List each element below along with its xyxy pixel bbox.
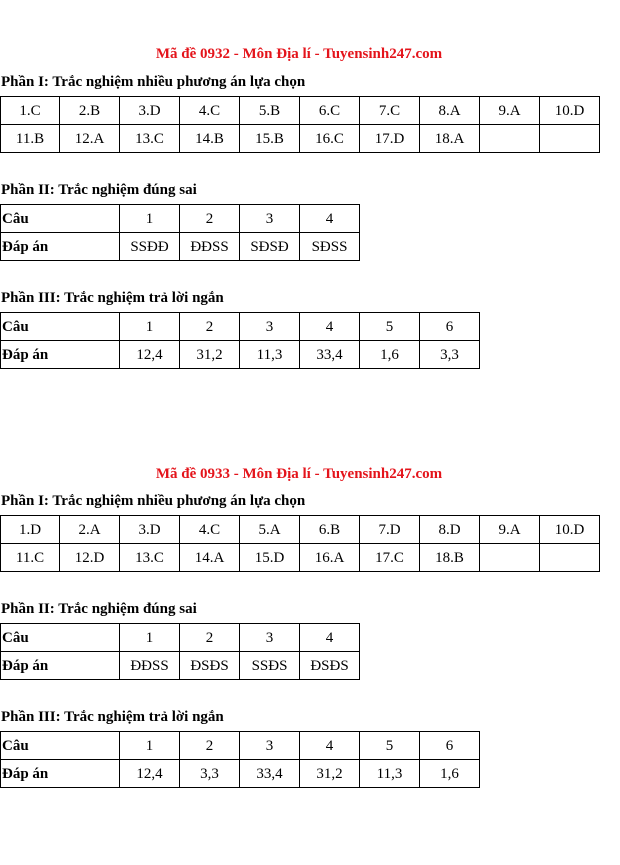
question-cell: 1	[120, 313, 180, 341]
question-cell: 6	[420, 732, 480, 760]
question-cell: 3	[240, 624, 300, 652]
answer-cell: ĐSĐS	[180, 652, 240, 680]
part3-answer-table	[0, 731, 480, 788]
question-cell: 3	[240, 205, 300, 233]
table-row	[1, 516, 600, 544]
answer-cell: 2.A	[60, 516, 120, 544]
answer-cell: 15.D	[240, 544, 300, 572]
question-cell: 2	[180, 205, 240, 233]
answer-cell: 18.A	[420, 125, 480, 153]
answer-cell: 17.C	[360, 544, 420, 572]
question-cell: 6	[420, 313, 480, 341]
exam-title: Mã đề 0933 - Môn Địa lí - Tuyensinh247.com	[155, 466, 443, 482]
answer-cell: 4.C	[180, 516, 240, 544]
answer-cell: 11,3	[240, 341, 300, 369]
answer-cell: ĐĐSS	[120, 652, 180, 680]
answer-cell	[480, 544, 540, 572]
question-cell: 4	[300, 732, 360, 760]
answer-cell: SSĐĐ	[120, 233, 180, 261]
table-row	[1, 233, 360, 261]
part1-answer-table	[0, 515, 600, 572]
answer-cell: 9.A	[480, 516, 540, 544]
table-row	[1, 760, 480, 788]
table-row	[1, 732, 480, 760]
answer-cell: 18.B	[420, 544, 480, 572]
row-label-question: Câu	[1, 624, 120, 652]
answer-cell: SSĐS	[240, 652, 300, 680]
table-row	[1, 544, 600, 572]
row-label-question: Câu	[1, 313, 120, 341]
table-row	[1, 313, 480, 341]
question-cell: 5	[360, 732, 420, 760]
answer-cell: 17.D	[360, 125, 420, 153]
answer-cell: 16.A	[300, 544, 360, 572]
table-row	[1, 652, 360, 680]
answer-cell	[540, 125, 600, 153]
question-cell: 1	[120, 205, 180, 233]
answer-cell: 1,6	[420, 760, 480, 788]
answer-cell: ĐSĐS	[300, 652, 360, 680]
answer-cell: 12,4	[120, 341, 180, 369]
question-cell: 3	[240, 313, 300, 341]
table-row	[1, 624, 360, 652]
answer-cell: 11.B	[1, 125, 60, 153]
row-label-question: Câu	[1, 205, 120, 233]
answer-cell: 10.D	[540, 97, 600, 125]
table-row	[1, 341, 480, 369]
table-row	[1, 205, 360, 233]
question-cell: 2	[180, 624, 240, 652]
answer-cell: 14.B	[180, 125, 240, 153]
answer-cell: ĐĐSS	[180, 233, 240, 261]
answer-cell: 8.D	[420, 516, 480, 544]
answer-cell: 9.A	[480, 97, 540, 125]
answer-cell: SĐSS	[300, 233, 360, 261]
answer-cell: 1.C	[1, 97, 60, 125]
table-row	[1, 97, 600, 125]
answer-cell	[540, 544, 600, 572]
part2-heading: Phần II: Trắc nghiệm đúng sai	[1, 182, 197, 198]
answer-cell: 31,2	[180, 341, 240, 369]
answer-cell: 3,3	[180, 760, 240, 788]
answer-cell: 5.B	[240, 97, 300, 125]
row-label-answer: Đáp án	[1, 652, 120, 680]
part2-answer-table	[0, 623, 360, 680]
part1-answer-table	[0, 96, 600, 153]
answer-cell: 11,3	[360, 760, 420, 788]
question-cell: 1	[120, 624, 180, 652]
answer-cell: 3,3	[420, 341, 480, 369]
answer-cell: 14.A	[180, 544, 240, 572]
question-cell: 5	[360, 313, 420, 341]
answer-cell: 7.C	[360, 97, 420, 125]
answer-cell: 10.D	[540, 516, 600, 544]
part2-answer-table	[0, 204, 360, 261]
question-cell: 4	[300, 313, 360, 341]
question-cell: 4	[300, 624, 360, 652]
answer-cell: 6.C	[300, 97, 360, 125]
answer-cell: 16.C	[300, 125, 360, 153]
answer-cell: SĐSĐ	[240, 233, 300, 261]
row-label-answer: Đáp án	[1, 760, 120, 788]
answer-cell: 7.D	[360, 516, 420, 544]
exam-title: Mã đề 0932 - Môn Địa lí - Tuyensinh247.com	[155, 46, 443, 62]
answer-cell: 31,2	[300, 760, 360, 788]
part1-heading: Phần I: Trắc nghiệm nhiều phương án lựa chọn	[1, 493, 306, 509]
question-cell: 4	[300, 205, 360, 233]
answer-cell: 33,4	[300, 341, 360, 369]
answer-cell: 33,4	[240, 760, 300, 788]
answer-cell: 13.C	[120, 125, 180, 153]
question-cell: 3	[240, 732, 300, 760]
answer-cell: 12.A	[60, 125, 120, 153]
answer-cell: 12,4	[120, 760, 180, 788]
answer-cell: 6.B	[300, 516, 360, 544]
question-cell: 2	[180, 732, 240, 760]
answer-cell: 13.C	[120, 544, 180, 572]
part3-heading: Phần III: Trắc nghiệm trả lời ngắn	[1, 290, 224, 306]
row-label-answer: Đáp án	[1, 233, 120, 261]
answer-cell: 12.D	[60, 544, 120, 572]
answer-cell: 1,6	[360, 341, 420, 369]
row-label-answer: Đáp án	[1, 341, 120, 369]
part3-heading: Phần III: Trắc nghiệm trả lời ngắn	[1, 709, 224, 725]
answer-cell: 1.D	[1, 516, 60, 544]
answer-cell	[480, 125, 540, 153]
answer-cell: 4.C	[180, 97, 240, 125]
part2-heading: Phần II: Trắc nghiệm đúng sai	[1, 601, 197, 617]
part3-answer-table	[0, 312, 480, 369]
answer-cell: 2.B	[60, 97, 120, 125]
table-row	[1, 125, 600, 153]
answer-cell: 15.B	[240, 125, 300, 153]
row-label-question: Câu	[1, 732, 120, 760]
answer-cell: 3.D	[120, 97, 180, 125]
answer-cell: 11.C	[1, 544, 60, 572]
answer-cell: 5.A	[240, 516, 300, 544]
answer-cell: 8.A	[420, 97, 480, 125]
question-cell: 2	[180, 313, 240, 341]
answer-cell: 3.D	[120, 516, 180, 544]
question-cell: 1	[120, 732, 180, 760]
part1-heading: Phần I: Trắc nghiệm nhiều phương án lựa chọn	[1, 74, 306, 90]
